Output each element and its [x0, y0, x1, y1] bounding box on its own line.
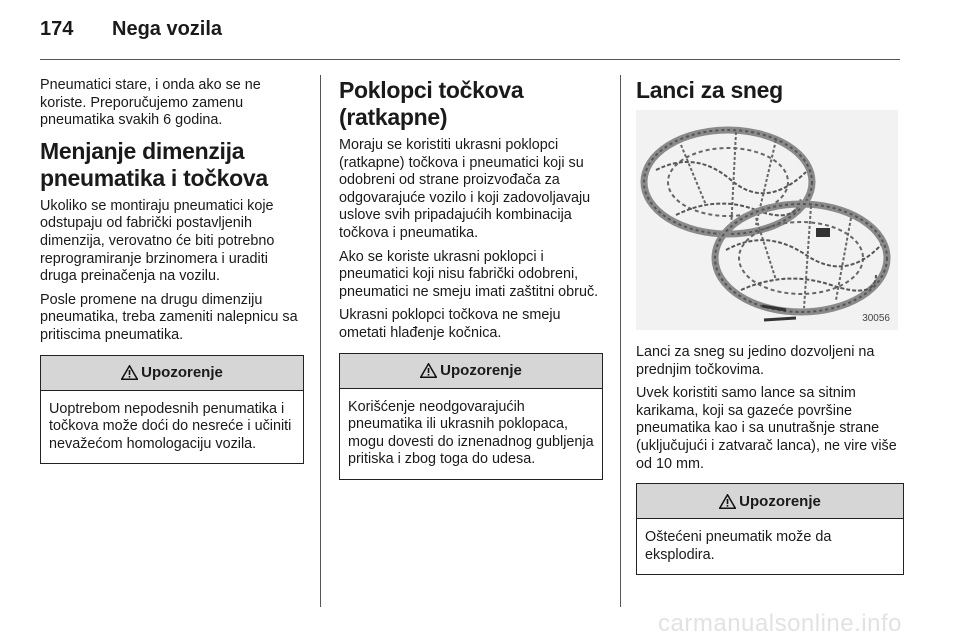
column-right	[636, 77, 904, 575]
warning-triangle-icon	[719, 494, 736, 509]
figure-code: 30056	[862, 313, 890, 324]
warning-text: Uoptrebom nepodesnih penumatika i točkova može doći do nesreće i učiniti nevažećom homologaciju vozila.	[49, 400, 292, 452]
warning-title: Upozorenje	[141, 364, 223, 382]
warning-text: Korišćenje neodgovarajućih pneumatika ili ukrasnih poklopaca, mogu dovesti do iznenadnog gubljenja pritiska i zbog toga do udesa.	[348, 398, 594, 468]
column-divider	[320, 75, 321, 607]
section-heading-tire-size: Menjanje dimenzija pneumatika i točkova	[40, 137, 268, 191]
paragraph: Posle promene na drugu dimenziju pneumatika, treba zameniti nalepnicu sa pritiscima pneumatika.	[40, 291, 298, 343]
snow-chain-illustration	[636, 110, 898, 330]
warning-title: Upozorenje	[440, 362, 522, 380]
warning-triangle-icon	[420, 363, 437, 378]
section-heading-snow-chains: Lanci za sneg	[636, 77, 783, 103]
paragraph: Ukoliko se montiraju pneumatici koje odstupaju od fabrički postavljenih dimenzija, verovatno će biti potrebno reprogramiranje brzinomera i uraditi druga preinačenja na vozilu.	[40, 197, 275, 285]
paragraph: Uvek koristiti samo lance sa sitnim karikama, koji sa gazeće površine pneumatika kao i sa unutrašnje strane (uključujući i zatvarač lanca), ne vire više od 10 mm.	[636, 385, 897, 472]
snow-chain-drawing	[636, 110, 898, 330]
page-header	[40, 18, 222, 48]
paragraph: Ukrasni poklopci točkova ne smeju ometati hlađenje kočnica.	[339, 307, 561, 341]
warning-header	[41, 356, 303, 391]
paragraph: Ako se koriste ukrasni poklopci i pneumatici koji nisu fabrički odobreni, pneumatici ne smeju imati zaštitni obruč.	[339, 248, 599, 300]
page-number: 174	[40, 18, 74, 40]
warning-header	[340, 354, 602, 389]
intro-paragraph: Pneumatici stare, i onda ako se ne koriste. Preporučujemo zamenu pneumatika svakih 6 godina.	[40, 77, 261, 129]
warning-box	[40, 355, 304, 465]
warning-box	[339, 353, 603, 480]
warning-title: Upozorenje	[739, 492, 821, 510]
paragraph: Lanci za sneg su jedino dozvoljeni na prednjim točkovima.	[636, 344, 875, 378]
warning-header	[637, 484, 903, 519]
column-divider	[620, 75, 621, 607]
header-divider	[40, 59, 900, 60]
warning-triangle-icon	[121, 365, 138, 380]
watermark: carmanualsonline.info	[658, 610, 902, 637]
section-heading-wheel-covers: Poklopci točkova (ratkapne)	[339, 77, 524, 130]
column-left	[40, 77, 304, 464]
warning-text: Oštećeni pneumatik može da eksplodira.	[645, 529, 832, 563]
page-title: Nega vozila	[112, 18, 223, 40]
paragraph: Moraju se koristiti ukrasni poklopci (ratkapne) točkova i pneumatici koji su odobreni od strane proizvođača za odgovarajuće vozilo i koji zadovoljavaju uslove svih pripadajućih kombinacija točkova i pneumatika.	[339, 137, 591, 241]
warning-box	[636, 483, 904, 575]
column-middle	[339, 77, 603, 480]
